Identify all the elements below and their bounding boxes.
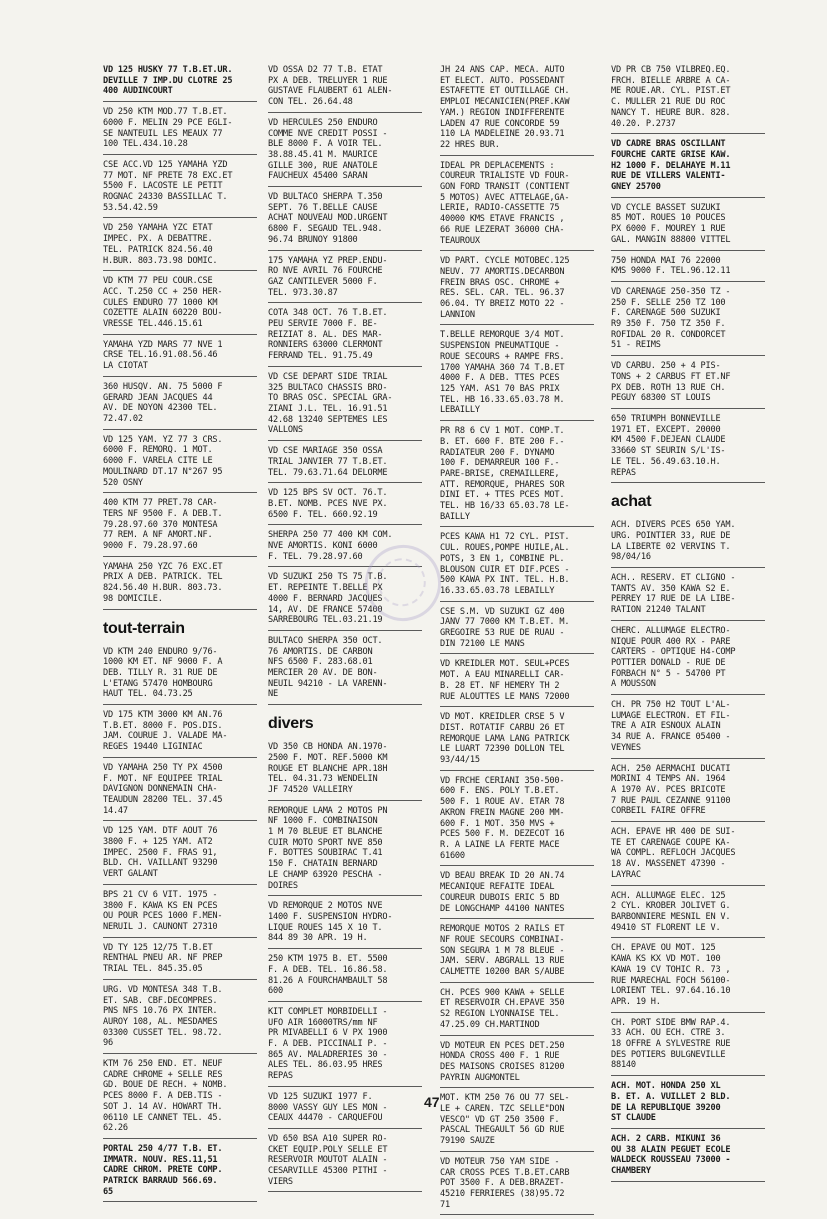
- classified-ad: ACH. ALLUMAGE ELEC. 125 2 CYL. KROBER JOLIVET G. BARBONNIERE MESNIL EN V. 49410 ST FLORENT LE V.: [611, 890, 765, 939]
- classified-ad: VD 250 KTM MOD.77 T.B.ET. 6000 F. MELIN 29 PCE EGLI- SE NANTEUIL LES MEAUX 77 100 TEL.434.10.28: [103, 106, 257, 155]
- classified-ad: VD HERCULES 250 ENDURO COMME NVE CREDIT POSSI - BLE 8000 F. A VOIR TEL. 38.88.45.41 M. MAURICE GILLE 300, RUE ANATOLE FAUCHEUX 45400 SARAN: [268, 117, 422, 187]
- classified-ad: KTM 76 250 END. ET. NEUF CADRE CHROME + SELLE RES GD. BOUE DE RECH. + NOMB. PCES 8000 F. A DEB.TIS - SOT J. 14 AV. HOWART TH. 06110 LE CANNET TEL. 45. 62.26: [103, 1058, 257, 1139]
- classified-ad: VD CARENAGE 250-350 TZ - 250 F. SELLE 250 TZ 100 F. CARENAGE 500 SUZUKI R9 350 F. 750 TZ 350 F. ROFIDAL 20 R. CONDORCET 51 - REIMS: [611, 286, 765, 356]
- column-4: [611, 64, 765, 1186]
- classified-ad: VD KTM 240 ENDURO 9/76- 1000 KM ET. NF 9000 F. A DEB. TILLY R. 31 RUE DE L'ETANG 57470 HOMBOURG HAUT TEL. 04.73.25: [103, 646, 257, 706]
- classified-ad: COTA 348 OCT. 76 T.B.ET. PEU SERVIE 7000 F. BE- REIZIAT 8. AL. DES MAR- RONNIERS 63000 CLERMONT FERRAND TEL. 91.75.49: [268, 307, 422, 367]
- classified-ad: VD MOTEUR 750 YAM SIDE - CAR CROSS PCES T.B.ET.CARB POT 3500 F. A DEB.BRAZET- 45210 FERRIERES (38)95.72 71: [440, 1156, 594, 1216]
- classified-ad: YAMAHA YZD MARS 77 NVE 1 CRSE TEL.16.91.08.56.46 LA CIOTAT: [103, 339, 257, 377]
- classified-ad: MOT. KTM 250 76 OU 77 SEL- LE + CAREN. TZC SELLE"DON VESCO" VD GT 250 3500 F. PASCAL THEGAULT 56 GD RUE 79190 SAUZE: [440, 1092, 594, 1152]
- classified-ad: YAMAHA 250 YZC 76 EXC.ET PRIX A DEB. PATRICK. TEL 824.56.40 H.BUR. 803.73. 98 DOMICILE.: [103, 561, 257, 610]
- classified-ad: CH. PCES 900 KAWA + SELLE ET RESERVOIR CH.EPAVE 350 S2 REGION LYONNAISE TEL. 47.25.09 CH.MARTINOD: [440, 987, 594, 1036]
- classified-ad: VD MOTEUR EN PCES DET.250 HONDA CROSS 400 F. 1 RUE DES MAISONS CROISES 81200 PAYRIN AUGMONTEL: [440, 1040, 594, 1089]
- classified-ad: VD KTM 77 PEU COUR.CSE ACC. T.250 CC + 250 HER- CULES ENDURO 77 1000 KM COZETTE ALAIN 60220 BOU- VRESSE TEL.446.15.61: [103, 275, 257, 335]
- classified-ad: VD 650 BSA A10 SUPER RO- CKET EQUIP.POLY SELLE ET RESERVOIR MOUTOT ALAIN - CESARVILLE 45300 PITHI - VIERS: [268, 1133, 422, 1193]
- classified-ad: ACH. 2 CARB. MIKUNI 36 OU 38 ALAIN PEGUET ECOLE WALDECK ROUSSEAU 73000 - CHAMBERY: [611, 1133, 765, 1182]
- classified-ad: KIT COMPLET MORBIDELLI - UFO AIR 16000TRS/mm NF PR MIVABELLI 6 V PX 1900 F. A DEB. PICCINALI P. - 865 AV. MALADRERIES 30 - ALES TEL. 86.03.95 HRES REPAS: [268, 1006, 422, 1087]
- classified-ad: ACH.. RESERV. ET CLIGNO - TANTS AV. 350 KAWA S2 E. PERREY 17 RUE DE LA LIBE- RATION 21240 TALANT: [611, 572, 765, 621]
- classified-ad: 175 YAMAHA YZ PREP.ENDU- RO NVE AVRIL 76 FOURCHE GAZ CANTILEVER 5000 F. TEL. 973.30.87: [268, 255, 422, 304]
- classified-ad: VD KREIDLER MOT. SEUL+PCES MOT. A EAU MINARELLI CAR- B. 28 ET. NF HEMERY TH 2 RUE ALOUTTES LE MANS 72000: [440, 658, 594, 707]
- classified-ad: T.BELLE REMORQUE 3/4 MOT. SUSPENSION PNEUMATIQUE - ROUE SECOURS + RAMPE FRS. 1700 YAMAHA 360 74 T.B.ET 4000 F. A DEB. TTES PCES 125 YAM. AS1 70 BAS PRIX TEL. HB 16.33.65.03.78 M. LEBAILLY: [440, 329, 594, 421]
- classified-ad: VD 125 YAM. DTF AOUT 76 3800 F. + 125 YAM. AT2 IMPEC. 2500 F. FRAS 91, BLD. CH. VAILLANT 93290 VERT GALANT: [103, 825, 257, 885]
- column-2: [268, 64, 422, 1196]
- classified-ad: VD CSE MARIAGE 350 OSSA TRIAL JANVIER 77 T.B.ET. TEL. 79.63.71.64 DELORME: [268, 445, 422, 483]
- classified-ad: VD MOT. KREIDLER CRSE 5 V DIST. ROTATIF CARBU 26 ET REMORQUE LAMA LANG PATRICK LE LUART 72390 DOLLON TEL 93/44/15: [440, 711, 594, 771]
- classified-ad: VD YAMAHA 250 TY PX 4500 F. MOT. NF EQUIPEE TRIAL DAVIGNON DONNEMAIN CHA- TEAUDUN 28200 TEL. 37.45 14.47: [103, 762, 257, 822]
- classified-ad: 750 HONDA MAI 76 22000 KMS 9000 F. TEL.96.12.11: [611, 255, 765, 282]
- classified-ad: VD CADRE BRAS OSCILLANT FOURCHE CARTE GRISE KAW. H2 1000 F. DELAHAYE M.11 RUE DE VILLERS VALENTI- GNEY 25700: [611, 138, 765, 198]
- classified-ad: BPS 21 CV 6 VIT. 1975 - 3800 F. KAWA KS EN PCES OU POUR PCES 1000 F.MEN- NERUIL J. CAUNONT 27310: [103, 889, 257, 938]
- classified-ad: VD OSSA D2 77 T.B. ETAT PX A DEB. TRELUYER 1 RUE GUSTAVE FLAUBERT 61 ALEN- CON TEL. 26.64.48: [268, 64, 422, 113]
- column-3: [440, 64, 594, 1219]
- classified-ad: VD PR CB 750 VILBREQ.EQ. FRCH. BIELLE ARBRE A CA- ME ROUE.AR. CYL. PIST.ET C. MULLER 21 RUE DU ROC NANCY T. HEURE BUR. 828. 40.20. P.2737: [611, 64, 765, 134]
- classified-ad: VD REMORQUE 2 MOTOS NVE 1400 F. SUSPENSION HYDRO- LIQUE ROUES 145 X 10 T. 844 89 30 APR. 19 H.: [268, 900, 422, 949]
- column-1: [103, 64, 257, 1206]
- classified-ad: VD 125 SUZUKI 1977 F. 8000 VASSY GUY LES MON - CEAUX 44470 - CARQUEFOU: [268, 1091, 422, 1129]
- classified-ad: IDEAL PR DEPLACEMENTS : COUREUR TRIALISTE VD FOUR- GON FORD TRANSIT (CONTIENT 5 MOTOS) AVEC ATTELAGE,GA- LERIE, RADIO-CASSETTE 75 40000 KMS ETAVE FRANCIS , 66 RUE LEZERAT 36000 CHA- TEAUROUX: [440, 160, 594, 252]
- section-heading: tout-terrain: [103, 619, 185, 637]
- classified-ad: CH. EPAVE OU MOT. 125 KAWA KS KX VD MOT. 100 KAWA 19 CV TOHIC R. 73 , RUE MARECHAL FOCH 56100- LORIENT TEL. 97.64.16.10 APR. 19 H.: [611, 942, 765, 1012]
- classified-ad: PCES KAWA H1 72 CYL. PIST. CUL. ROUES,POMPE HUILE,AL. POTS, 3 EN 1, COMBINE PL. BLOUSON CUIR ET DIF.PCES - 500 KAWA PX INT. TEL. H.B. 16.33.65.03.78 LEBAILLY: [440, 531, 594, 601]
- classified-ad: VD BULTACO SHERPA T.350 SEPT. 76 T.BELLE CAUSE ACHAT NOUVEAU MOD.URGENT 6800 F. SEGAUD TEL.948. 96.74 BRUNOY 91800: [268, 191, 422, 251]
- classified-ad: ACH. 250 AERMACHI DUCATI MORINI 4 TEMPS AN. 1964 A 1970 AV. PCES BRICOTE 7 RUE PAUL CEZANNE 91100 CORBEIL FAIRE OFFRE: [611, 763, 765, 823]
- classified-ad: VD 125 YAM. YZ 77 3 CRS. 6000 F. REMORQ. 1 MOT. 6000 F. VARELA CITE LE MOULINARD DT.17 N°267 95 520 OSNY: [103, 434, 257, 494]
- classified-ad: CSE ACC.VD 125 YAMAHA YZD 77 MOT. NF PRETE 78 EXC.ET 5500 F. LACOSTE LE PETIT ROGNAC 24330 BASSILLAC T. 53.54.42.59: [103, 159, 257, 219]
- classified-ad: VD 250 YAMAHA YZC ETAT IMPEC. PX. A DEBATTRE. TEL. PATRICK 824.56.40 H.BUR. 803.73.98 DOMIC.: [103, 222, 257, 271]
- classified-ad: PORTAL 250 4/77 T.B. ET. IMMATR. NOUV. RES.11,51 CADRE CHROM. PRETE COMP. PATRICK BARRAUD 566.69. 65: [103, 1143, 257, 1203]
- classified-ad: BULTACO SHERPA 350 OCT. 76 AMORTIS. DE CARBON NFS 6500 F. 283.68.01 MERCIER 20 AV. DE BON- NEUIL 94210 - LA VARENN- NE: [268, 635, 422, 705]
- classified-ad: VD CYCLE BASSET SUZUKI 85 MOT. ROUES 10 POUCES PX 6000 F. MOUREY 1 RUE GAL. MANGIN 88800 VITTEL: [611, 202, 765, 251]
- classified-ad: ACH. MOT. HONDA 250 XL B. ET. A. VUILLET 2 BLD. DE LA REPUBLIQUE 39200 ST CLAUDE: [611, 1080, 765, 1129]
- classified-ad: 650 TRIUMPH BONNEVILLE 1971 ET. EXCEPT. 20000 KM 4500 F.DEJEAN CLAUDE 33660 ST SEURIN S/L'IS- LE TEL. 56.49.63.10.H. REPAS: [611, 413, 765, 483]
- classified-ad: REMORQUE MOTOS 2 RAILS ET NF ROUE SECOURS COMBINAI- SON SEGURA 1 M 78 BLEUE - JAM. SERV. ABGRALL 13 RUE CALMETTE 10200 BAR S/AUBE: [440, 923, 594, 983]
- classified-ad: CH. PR 750 H2 TOUT L'AL- LUMAGE ELECTRON. ET FIL- TRE A AIR ESNOUX ALAIN 34 RUE A. FRANCE 05400 - VEYNES: [611, 699, 765, 759]
- classified-ad: 400 KTM 77 PRET.78 CAR- TERS NF 9500 F. A DEB.T. 79.28.97.60 370 MONTESA 77 REM. A NF AMORT.NF. 9000 F. 79.28.97.60: [103, 497, 257, 557]
- classified-ad: 360 HUSQV. AN. 75 5000 F GERARD JEAN JACQUES 44 AV. DE NOYON 42300 TEL. 72.47.02: [103, 381, 257, 430]
- classified-ad: ACH. EPAVE HR 400 DE SUI- TE ET CARENAGE COUPE KA- WA COMPL. REFLOCH JACQUES 18 AV. MASSENET 47390 - LAYRAC: [611, 826, 765, 886]
- page-number: 47: [424, 1094, 440, 1110]
- classified-ad: VD 125 HUSKY 77 T.B.ET.UR. DEVILLE 7 IMP.DU CLOTRE 25 400 AUDINCOURT: [103, 64, 257, 102]
- classified-ad: VD SUZUKI 250 TS 75 T.B. ET. REPEINTE T.BELLE PX 4000 F. BERNARD JACQUES 14, AV. DE FRANCE 57400 SARREBOURG TEL.03.21.19: [268, 571, 422, 631]
- classified-ad: VD BEAU BREAK ID 20 AN.74 MECANIQUE REFAITE IDEAL COUREUR DUBOIS ERIC 5 BD DE LONGCHAMP 44100 NANTES: [440, 870, 594, 919]
- classified-ad: VD 350 CB HONDA AN.1970- 2500 F. MOT. REF.5000 KM ROUGE ET BLANCHE APR.18H TEL. 04.31.73 WENDELIN JF 74520 VALLEIRY: [268, 741, 422, 801]
- classified-ad: VD PART. CYCLE MOTOBEC.125 NEUV. 77 AMORTIS.DECARBON FREIN BRAS OSC. CHROME + RES. SEL. CAR. TEL. 96.37 06.04. TY BREIZ MOTO 22 - LANNION: [440, 255, 594, 325]
- classified-ad: URG. VD MONTESA 348 T.B. ET. SAB. CBF.DECOMPRES. PNS NFS 10.76 PX INTER. AUROY 108, AL. MESDAMES 03300 CUSSET TEL. 98.72. 96: [103, 984, 257, 1054]
- classified-ad: VD FRCHE CERIANI 350-500- 600 F. ENS. POLY T.B.ET. 500 F. 1 ROUE AV. ETAR 78 AKRON FREIN MAGNE 200 MM- 600 F. 1 MOT. 350 MVS + PCES 500 F. M. DEZECOT 16 R. A LAINE LA FERTE MACE 61600: [440, 775, 594, 867]
- classified-ad: VD 125 BPS SV OCT. 76.T. B.ET. NOMB. PCES NVE PX. 6500 F. TEL. 660.92.19: [268, 487, 422, 525]
- classified-ad: REMORQUE LAMA 2 MOTOS PN NF 1000 F. COMBINAISON 1 M 70 BLEUE ET BLANCHE CUIR MOTO SPORT NVE 850 F. BOTTES SOUBIRAC T.41 150 F. CHATAIN BERNARD LE CHAMP 63920 PESCHA - DOIRES: [268, 805, 422, 897]
- classified-ad: SHERPA 250 77 400 KM COM. NVE AMORTIS. KONI 6000 F. TEL. 79.28.97.60: [268, 529, 422, 567]
- section-heading: divers: [268, 715, 314, 733]
- classified-ad: ACH. DIVERS PCES 650 YAM. URG. POINTIER 33, RUE DE LA LIBERTE 02 VERVINS T. 98/04/16: [611, 519, 765, 568]
- classified-ad: VD CARBU. 250 + 4 PIS- TONS + 2 CARBUS FT ET.NF PX DEB. ROTH 13 RUE CH. PEGUY 68300 ST LOUIS: [611, 360, 765, 409]
- classified-ad: VD 175 KTM 3000 KM AN.76 T.B.ET. 8000 F. POS.DIS. JAM. COURUE J. VALADE MA- REGES 19440 LIGINIAC: [103, 709, 257, 758]
- classified-ad: CH. PORT SIDE BMW RAP.4. 33 ACH. OU ECH. CTRE 3. 18 OFFRE A SYLVESTRE RUE DES POTIERS BULGNEVILLE 88140: [611, 1017, 765, 1077]
- section-heading: achat: [611, 493, 652, 511]
- classified-ad: PR R8 6 CV 1 MOT. COMP.T. B. ET. 600 F. BTE 200 F.- RADIATEUR 200 F. DYNAMO 100 F. DEMARREUR 100 F.- PARE-BRISE, CREMAILLERE, ATT. REMORQUE, PHARES SOR DINI ET. + TTES PCES MOT. TEL. HB 16/33 65.03.78 LE- BAILLY: [440, 425, 594, 527]
- classified-ad: JH 24 ANS CAP. MECA. AUTO ET ELECT. AUTO. POSSEDANT ESTAFETTE ET OUTILLAGE CH. EMPLOI MECANICIEN(PREF.KAW YAM.) REGION INDIFFERENTE LADEN 47 RUE CONCORDE 59 110 LA MADELEINE 20.93.71 22 HRES BUR.: [440, 64, 594, 156]
- classified-ad: VD CSE DEPART SIDE TRIAL 325 BULTACO CHASSIS BRO- TO BRAS OSC. SPECIAL GRA- ZIANI J.L. TEL. 16.91.51 42.68 13240 SEPTEMES LES VALLONS: [268, 371, 422, 441]
- classified-ad: CSE S.M. VD SUZUKI GZ 400 JANV 77 7000 KM T.B.ET. M. GREGOIRE 53 RUE DE RUAU - DIN 72100 LE MANS: [440, 606, 594, 655]
- classified-ad: VD TY 125 12/75 T.B.ET RENTHAL PNEU AR. NF PREP TRIAL TEL. 845.35.05: [103, 942, 257, 980]
- classified-ad: 250 KTM 1975 B. ET. 5500 F. A DEB. TEL. 16.86.58. 81.26 A FOURCHAMBAULT 58 600: [268, 953, 422, 1002]
- classified-ad: CHERC. ALLUMAGE ELECTRO- NIQUE POUR 400 RX - PARE CARTERS - OPTIQUE H4-COMP POTTIER DONALD - RUE DE FORBACH N° 5 - 54700 PT A MOUSSON: [611, 625, 765, 695]
